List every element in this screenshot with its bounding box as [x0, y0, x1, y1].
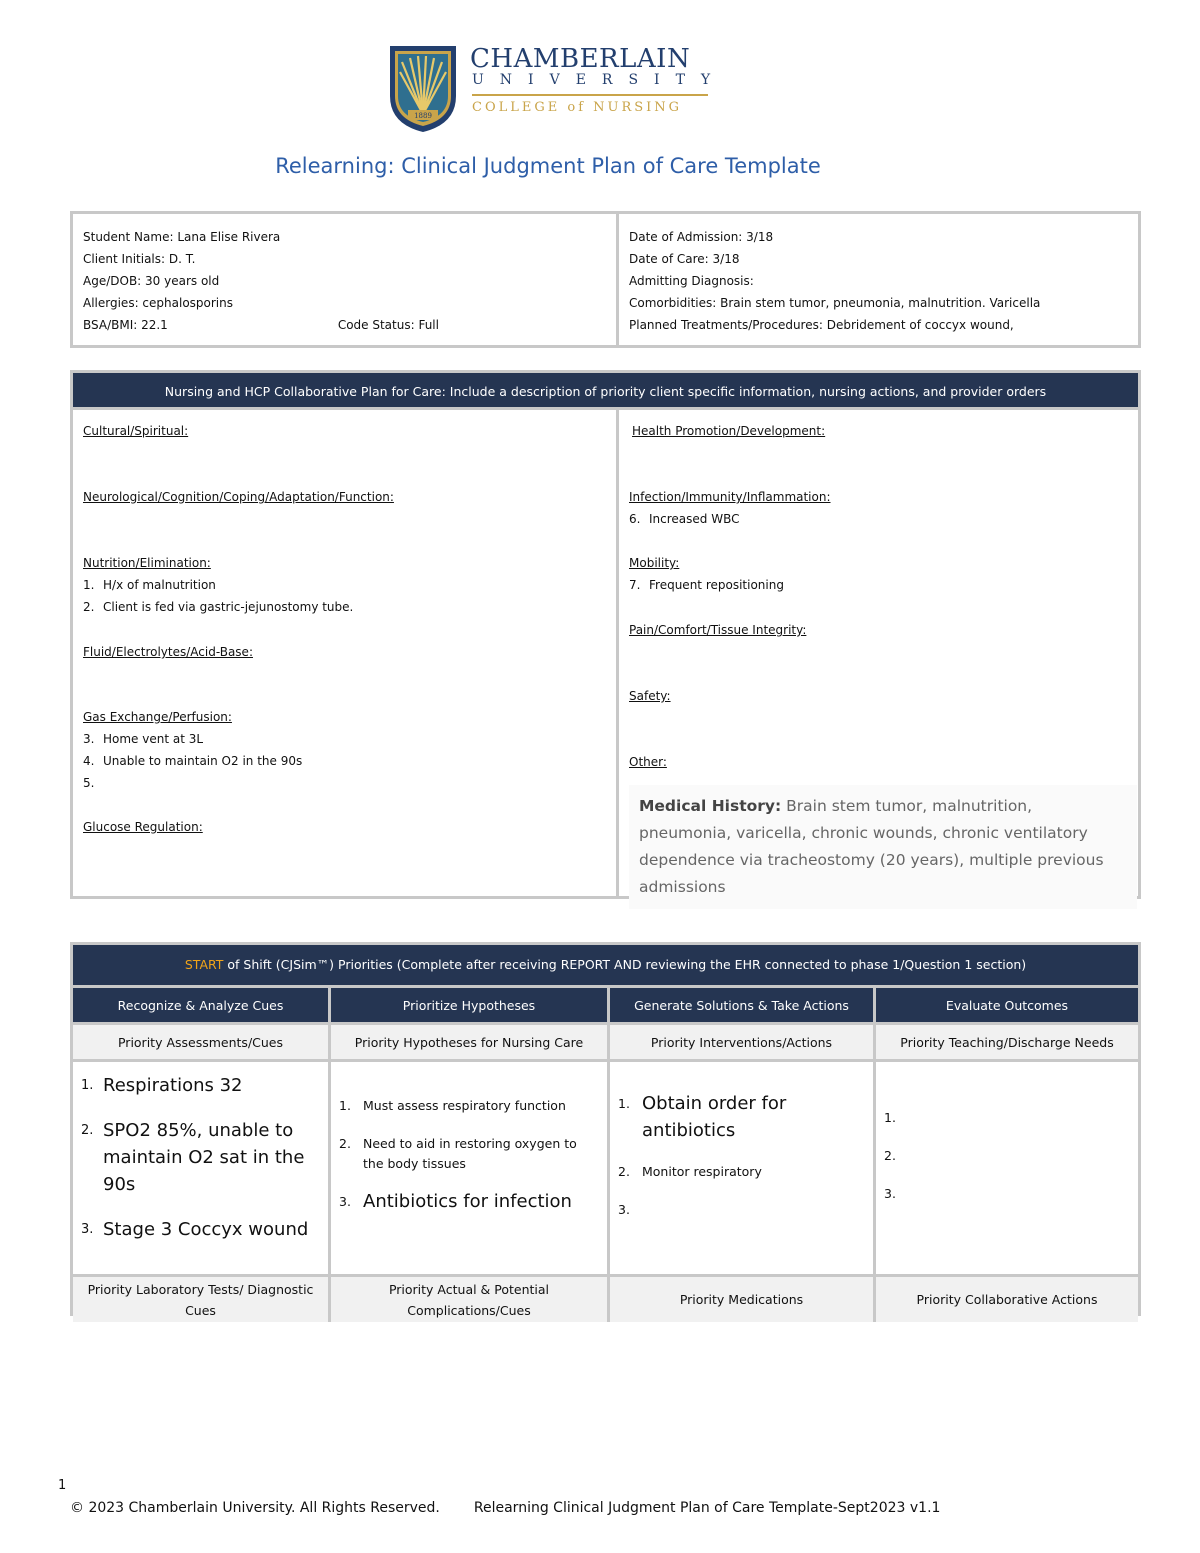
- list-item: 1. H/x of malnutrition: [83, 578, 216, 592]
- list-item: 3.: [618, 1202, 630, 1217]
- list-item: 1. Must assess respiratory function: [339, 1098, 566, 1113]
- comorbidities: Comorbidities: Brain stem tumor, pneumonia, malnutrition. Varicella: [629, 296, 1041, 310]
- medical-history-text: Brain stem tumor, malnutrition, pneumonia, varicella, chronic wounds, chronic ventilatory dependence via tracheostomy (20 years), multiple previous admissions: [639, 797, 1104, 896]
- mobility-heading: Mobility:: [629, 556, 680, 570]
- copyright: © 2023 Chamberlain University. All Rights Reserved.: [70, 1500, 440, 1516]
- hypotheses-cell: [331, 1062, 610, 1274]
- code-status: Code Status: Full: [337, 318, 439, 332]
- evaluate-outcomes-header: Evaluate Outcomes: [876, 988, 1138, 1022]
- gas-exchange-heading: Gas Exchange/Perfusion:: [83, 710, 232, 724]
- health-promotion-heading: Health Promotion/Development:: [632, 424, 826, 438]
- list-item: 3.: [884, 1186, 896, 1201]
- generate-solutions-header: Generate Solutions & Take Actions: [610, 988, 876, 1022]
- planned-treatments: Planned Treatments/Procedures: Debridement of coccyx wound,: [629, 318, 1014, 332]
- student-name: Student Name: Lana Elise Rivera: [83, 230, 281, 244]
- list-item: 7. Frequent repositioning: [629, 578, 784, 592]
- logo-name: CHAMBERLAIN: [470, 44, 691, 74]
- lab-tests-header: Priority Laboratory Tests/ Diagnostic Cues: [73, 1277, 331, 1322]
- list-item: 2. SPO2 85%, unable to maintain O2 sat in the 90s: [81, 1120, 305, 1195]
- client-initials: Client Initials: D. T.: [83, 252, 196, 266]
- medications-header: Priority Medications: [610, 1277, 876, 1322]
- admitting-diagnosis: Admitting Diagnosis:: [629, 274, 754, 288]
- list-item: 3. Antibiotics for infection: [339, 1191, 572, 1212]
- medical-history-note: [629, 785, 1137, 909]
- teaching-cell: [876, 1062, 1138, 1274]
- logo-university: UNIVERSITY: [472, 72, 727, 88]
- safety-heading: Safety:: [629, 689, 671, 703]
- logo-college: COLLEGE of NURSING: [472, 100, 683, 115]
- page-footer: [70, 1500, 1070, 1516]
- nutrition-heading: Nutrition/Elimination:: [83, 556, 211, 570]
- template-version: Relearning Clinical Judgment Plan of Care Template-Sept2023 v1.1: [473, 1500, 941, 1516]
- fluid-electrolytes-heading: Fluid/Electrolytes/Acid-Base:: [83, 645, 253, 659]
- complications-header: Priority Actual & Potential Complications/Cues: [331, 1277, 610, 1322]
- assessments-cell: [73, 1062, 331, 1274]
- list-item: 1. Obtain order for antibiotics: [618, 1093, 787, 1141]
- list-item: 1. Respirations 32: [81, 1075, 243, 1096]
- list-item: 3. Stage 3 Coccyx wound: [81, 1219, 309, 1240]
- shift-header: [73, 945, 1138, 985]
- logo-rule: [472, 94, 708, 96]
- date-of-admission: Date of Admission: 3/18: [629, 230, 774, 244]
- priority-interventions-header: Priority Interventions/Actions: [610, 1025, 876, 1059]
- logo-year: 1889: [414, 112, 432, 120]
- prioritize-hypotheses-header: Prioritize Hypotheses: [331, 988, 610, 1022]
- interventions-cell: [610, 1062, 876, 1274]
- page-number: 1: [58, 1478, 67, 1493]
- priority-assessments-header: Priority Assessments/Cues: [73, 1025, 331, 1059]
- plan-header: Nursing and HCP Collaborative Plan for Care: Include a description of priority client specific information, nursing actions, and provider orders: [73, 373, 1138, 410]
- allergies: Allergies: cephalosporins: [83, 296, 233, 310]
- list-item: 2. Need to aid in restoring oxygen to the body tissues: [339, 1136, 577, 1171]
- plan-left-column: [73, 410, 619, 896]
- age-dob: Age/DOB: 30 years old: [83, 274, 220, 288]
- other-heading: Other:: [629, 755, 667, 769]
- list-item: 6. Increased WBC: [629, 512, 740, 526]
- list-item: 4. Unable to maintain O2 in the 90s: [83, 754, 303, 768]
- cultural-spiritual-heading: Cultural/Spiritual:: [83, 424, 189, 438]
- shift-header-text: of Shift (CJSim™) Priorities (Complete after receiving REPORT AND reviewing the EHR connected to phase 1/Question 1 section): [223, 957, 1027, 972]
- list-item: 3. Home vent at 3L: [83, 732, 204, 746]
- priority-hypotheses-header: Priority Hypotheses for Nursing Care: [331, 1025, 610, 1059]
- list-item: 2. Client is fed via gastric-jejunostomy tube.: [83, 600, 354, 614]
- pain-comfort-heading: Pain/Comfort/Tissue Integrity:: [629, 623, 807, 637]
- medical-history-label: Medical History:: [639, 797, 782, 815]
- shield-emblem-icon: [388, 44, 458, 134]
- collaborative-actions-header: Priority Collaborative Actions: [876, 1277, 1138, 1322]
- list-item: 1.: [884, 1110, 896, 1125]
- bsa-bmi: BSA/BMI: 22.1: [83, 318, 168, 332]
- client-info-box: [70, 211, 1141, 348]
- infection-heading: Infection/Immunity/Inflammation:: [629, 490, 831, 504]
- list-item: 5.: [83, 776, 95, 790]
- collaborative-plan: [70, 370, 1141, 899]
- glucose-heading: Glucose Regulation:: [83, 820, 203, 834]
- client-info-left: [73, 214, 619, 345]
- recognize-analyze-header: Recognize & Analyze Cues: [73, 988, 331, 1022]
- start-of-shift-priorities: [70, 942, 1141, 1316]
- page-title: Relearning: Clinical Judgment Plan of Care Template: [275, 154, 821, 178]
- list-item: 2. Monitor respiratory: [618, 1164, 762, 1179]
- chamberlain-logo: [388, 44, 727, 134]
- date-of-care: Date of Care: 3/18: [629, 252, 740, 266]
- list-item: 2.: [884, 1148, 896, 1163]
- client-info-right: [619, 214, 1138, 345]
- neurological-heading: Neurological/Cognition/Coping/Adaptation/Function:: [83, 490, 394, 504]
- priority-teaching-header: Priority Teaching/Discharge Needs: [876, 1025, 1138, 1059]
- plan-right-column: [619, 410, 1138, 896]
- start-label: START: [184, 957, 224, 972]
